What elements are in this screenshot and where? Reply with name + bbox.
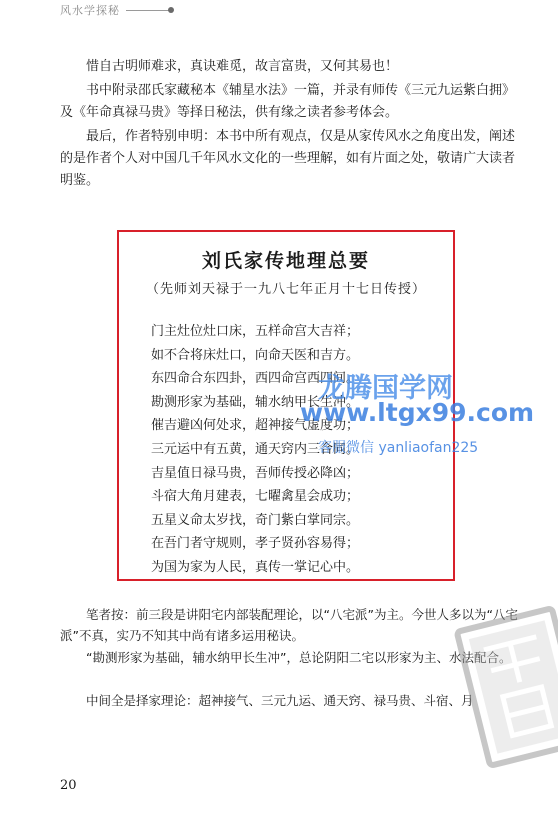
verse-line: 在吾门者守规则，孝子贤孙容易得； bbox=[151, 536, 360, 552]
verse-line: 如不合将床灶口，向命天医和吉方。 bbox=[151, 347, 360, 363]
intro-paragraph-3 bbox=[60, 126, 525, 192]
header-dot bbox=[168, 7, 174, 13]
verse-line: 东四命合东四卦，西四命宫西四间。 bbox=[151, 371, 360, 387]
author-note-1-text: 笔者按：前三段是讲阳宅内部装配理论，以“八宅派”为主。今世人多以为“八宅派”不真，实乃不知其中尚有诸多运用秘诀。 bbox=[60, 607, 518, 643]
verse-line: 五星义命太岁找，奇门紫白掌同宗。 bbox=[151, 512, 360, 528]
verse-line: 勘测形家为基础，辅水纳甲长生冲。 bbox=[151, 394, 360, 410]
author-note-3 bbox=[60, 690, 535, 711]
verse-line: 门主灶位灶口床，五样命宫大吉祥； bbox=[151, 324, 360, 339]
watermark-url: www.ltgx99.com bbox=[300, 398, 535, 427]
author-note-2-text: “勘测形家为基础，辅水纳甲长生冲”，总论阴阳二宅以形家为主、水法配合。 bbox=[86, 650, 512, 665]
verse-line: 三元运中有五黄，通天窍内三合同。 bbox=[151, 441, 360, 457]
verse-line: 吉星值日禄马贵，吾师传授必降凶； bbox=[151, 465, 360, 481]
watermark-contact: 客服微信 yanliaofan225 bbox=[318, 440, 479, 456]
intro-paragraph-3-text: 最后，作者特别申明：本书中所有观点，仅是从家传风水之角度出发，阐述的是作者个人对中国几千年风水文化的一些理解，如有片面之处，敬请广大读者明鉴。 bbox=[60, 129, 516, 188]
verse-title: 刘氏家传地理总要 bbox=[201, 250, 370, 272]
running-header: 风水学探秘 bbox=[60, 4, 120, 17]
header-rule bbox=[126, 10, 170, 11]
intro-paragraph-1-text: 惜自古明师难求，真诀难觅，故言富贵，又何其易也！ bbox=[86, 59, 399, 74]
verse-line: 催吉避凶何处求，超神接气虚度功； bbox=[151, 418, 360, 434]
author-note-3-text: 中间全是择家理论：超神接气、三元九运、通天窍、禄马贵、斗宿、月 bbox=[86, 693, 474, 708]
verse-body bbox=[151, 320, 451, 580]
seal-stamp-watermark bbox=[449, 601, 558, 773]
watermark-site-name: 龙腾国学网 bbox=[318, 373, 453, 404]
verse-subtitle: （先师刘天禄于一九八七年正月十七日传授） bbox=[145, 282, 426, 297]
intro-paragraph-2-text: 书中附录邵氏家藏秘本《辅星水法》一篇，并录有师传《三元九运紫白拥》及《年命真禄马贵》等择日秘法，供有缘之读者参考体会。 bbox=[60, 83, 516, 120]
intro-paragraph-2 bbox=[60, 80, 525, 124]
verse-line: 斗宿大角月建表，七曜禽星会成功； bbox=[151, 489, 360, 505]
intro-paragraph-1 bbox=[60, 56, 525, 78]
page-number: 20 bbox=[60, 778, 77, 793]
verse-box bbox=[117, 230, 455, 581]
verse-line: 为国为家为人民，真传一掌记心中。 bbox=[151, 559, 360, 575]
